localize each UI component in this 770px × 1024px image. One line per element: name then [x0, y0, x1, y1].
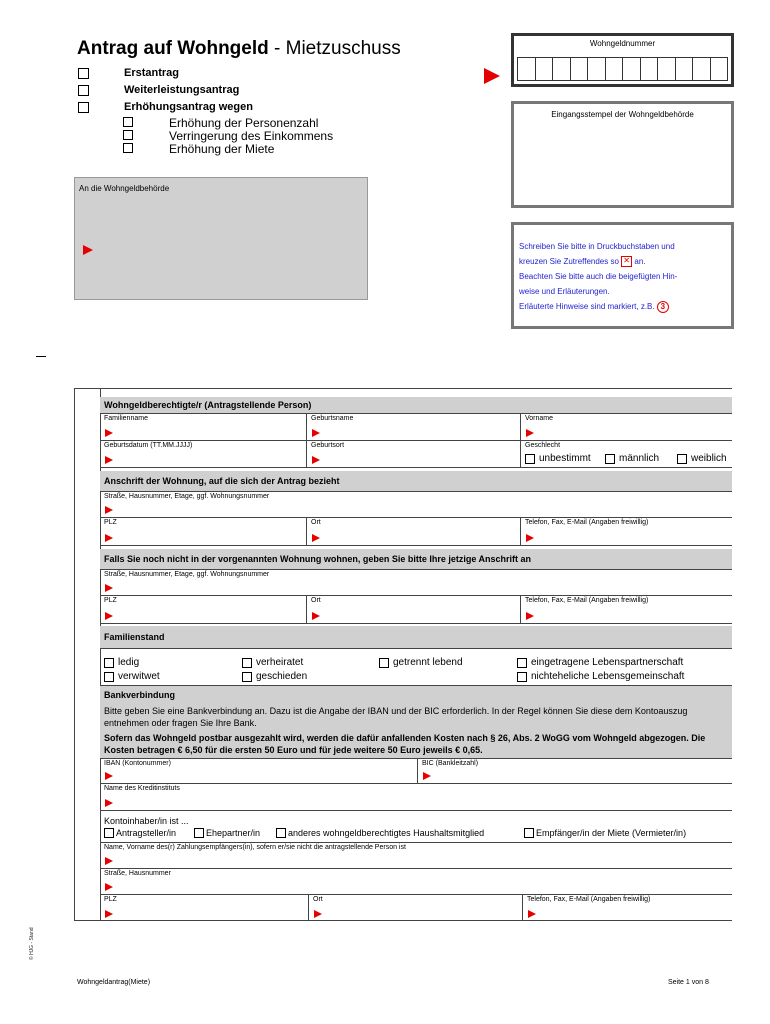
row-iban	[100, 759, 732, 784]
page-title: Antrag auf Wohngeld - Mietzuschuss	[77, 38, 401, 59]
row-birth	[100, 441, 732, 468]
checkbox[interactable]	[123, 130, 133, 140]
arrow-marker	[105, 883, 113, 891]
plz-field[interactable]: PLZ	[100, 518, 306, 545]
vorname-field[interactable]: Vorname	[520, 414, 732, 440]
geburtsname-field[interactable]: Geburtsname	[306, 414, 520, 440]
arrow-marker	[105, 584, 113, 592]
arrow-marker	[528, 910, 536, 918]
fold-mark	[36, 356, 46, 357]
empfaenger-ort-field[interactable]: Ort	[308, 895, 522, 921]
arrow-marker	[105, 857, 113, 865]
hint-marker-icon: 3	[657, 301, 669, 313]
arrow-marker	[105, 506, 113, 514]
bank-info-text: Bitte geben Sie eine Bankverbindung an. Dazu ist die Angabe der IBAN und der BIC erforderlich. In der Regel können Sie diese dem Kontoauszug entnehmen oder fragen Sie Ihre Bank.	[104, 706, 688, 728]
section-header-bank: Bankverbindung	[104, 690, 176, 700]
arrow-marker	[526, 534, 534, 542]
arrow-marker	[423, 772, 431, 780]
jetzige-telefon-field[interactable]: Telefon, Fax, E-Mail (Angaben freiwillig)	[520, 596, 732, 623]
eingangsstempel-box	[511, 101, 734, 208]
footer-page-number: Seite 1 von 8	[668, 979, 709, 986]
familienstand-verwitwet[interactable]: verwitwet	[104, 671, 160, 682]
jetzige-ort-field[interactable]: Ort	[306, 596, 520, 623]
strasse-field[interactable]: Straße, Hausnummer, Etage, ggf. Wohnungsnummer	[100, 492, 732, 517]
cross-example-icon: ✕	[621, 256, 632, 267]
checkbox[interactable]	[78, 85, 89, 96]
familienstand-getrennt[interactable]: getrennt lebend	[379, 657, 463, 668]
row-anschrift-strasse	[100, 492, 732, 518]
arrow-marker	[105, 456, 113, 464]
row-jetzige-ort	[100, 596, 732, 624]
bank-info-block	[100, 686, 732, 759]
arrow-marker	[312, 429, 320, 437]
familienstand-geschieden[interactable]: geschieden	[242, 671, 307, 682]
geburtsort-field[interactable]: Geburtsort	[306, 441, 520, 467]
checkbox[interactable]	[78, 68, 89, 79]
checkbox[interactable]	[123, 117, 133, 127]
bic-field[interactable]: BIC (Bankleitzahl)	[417, 759, 732, 783]
arrow-marker	[105, 429, 113, 437]
geschlecht-unbestimmt[interactable]: unbestimmt	[525, 453, 591, 464]
row-names	[100, 414, 732, 441]
empfaenger-telefon-field[interactable]: Telefon, Fax, E-Mail (Angaben freiwillig)	[522, 895, 732, 921]
row-kontoinhaber	[100, 811, 732, 843]
empfaenger-strasse-field[interactable]: Straße, Hausnummer	[100, 869, 732, 894]
arrow-marker	[105, 534, 113, 542]
hints-box: Schreiben Sie bitte in Druckbuchstaben und kreuzen Sie Zutreffendes so ✕ an. Beachten Sie bitte auch die beigefügten Hin- weise und Erläuterungen. Erläuterte Hinweise sind markiert, z.B. 3	[511, 222, 734, 329]
row-empfaenger-strasse	[100, 869, 732, 895]
kontoinhaber-vermieter[interactable]: Empfänger/in der Miete (Vermieter/in)	[524, 828, 686, 838]
row-familienstand	[100, 649, 732, 686]
row-jetzige-strasse	[100, 570, 732, 596]
jetzige-strasse-field[interactable]: Straße, Hausnummer, Etage, ggf. Wohnungsnummer	[100, 570, 732, 595]
jetzige-plz-field[interactable]: PLZ	[100, 596, 306, 623]
copyright-note: © HJG - Stand	[29, 927, 35, 960]
arrow-marker	[314, 910, 322, 918]
familienstand-lebenspartnerschaft[interactable]: eingetragene Lebenspartnerschaft	[517, 657, 683, 668]
section-header-berechtigte: Wohngeldberechtigte/r (Antragstellende Person)	[100, 397, 732, 414]
geburtsdatum-field[interactable]: Geburtsdatum (TT.MM.JJJJ)	[100, 441, 306, 467]
arrow-marker	[105, 772, 113, 780]
row-anschrift-ort	[100, 518, 732, 546]
bank-costs-text: Sofern das Wohngeld postbar ausgezahlt wird, werden die dafür anfallenden Kosten nach § 26, Abs. 2 WoGG vom Wohngeld abgezogen. Die Kosten betragen € 6,50 für die ersten 50 Euro und für jede weitere 50 Euro jeweils € 0,65.	[104, 733, 706, 755]
geschlecht-weiblich[interactable]: weiblich	[677, 453, 727, 464]
row-zahlungsempfaenger	[100, 843, 732, 869]
telefon-field[interactable]: Telefon, Fax, E-Mail (Angaben freiwillig)	[520, 518, 732, 545]
arrow-marker	[105, 910, 113, 918]
kontoinhaber-label: Kontoinhaber/in ist ...	[104, 816, 189, 826]
arrow-marker	[105, 612, 113, 620]
wohngeldnummer-label: Wohngeldnummer	[589, 39, 656, 48]
kreditinstitut-field[interactable]: Name des Kreditinstituts	[100, 784, 732, 810]
geschlecht-field: Geschlecht unbestimmt männlich weiblich	[520, 441, 732, 467]
section-header-jetzige-anschrift: Falls Sie noch nicht in der vorgenannten Wohnung wohnen, geben Sie bitte Ihre jetzige Anschrift an	[100, 549, 732, 570]
checkbox[interactable]	[78, 102, 89, 113]
arrow-marker	[105, 799, 113, 807]
iban-field[interactable]: IBAN (Kontonummer)	[100, 759, 417, 783]
empfaenger-plz-field[interactable]: PLZ	[100, 895, 308, 921]
kontoinhaber-antragsteller[interactable]: Antragsteller/in	[104, 828, 176, 838]
familienname-field[interactable]: Familienname	[100, 414, 306, 440]
behoerde-address-box[interactable]	[74, 177, 368, 300]
behoerde-label: An die Wohngeldbehörde	[79, 184, 170, 193]
arrow-marker	[526, 612, 534, 620]
row-kreditinstitut	[100, 784, 732, 811]
footer-form-name: Wohngeldantrag(Miete)	[77, 979, 151, 986]
arrow-marker	[526, 429, 534, 437]
arrow-marker	[312, 534, 320, 542]
zahlungsempfaenger-field[interactable]: Name, Vorname des(r) Zahlungsempfängers(in), sofern er/sie nicht die antragstellende Person ist	[100, 843, 732, 868]
familienstand-nichteheliche[interactable]: nichteheliche Lebensgemeinschaft	[517, 671, 684, 682]
arrow-marker	[312, 456, 320, 464]
arrow-marker	[312, 612, 320, 620]
checkbox[interactable]	[123, 143, 133, 153]
ort-field[interactable]: Ort	[306, 518, 520, 545]
arrow-marker	[83, 245, 93, 255]
kontoinhaber-ehepartner[interactable]: Ehepartner/in	[194, 828, 260, 838]
kontoinhaber-haushaltsmitglied[interactable]: anderes wohngeldberechtigtes Haushaltsmitglied	[276, 828, 484, 838]
section-header-familienstand: Familienstand	[100, 626, 732, 649]
wohngeldnummer-input[interactable]	[517, 57, 728, 81]
row-empfaenger-ort	[100, 895, 732, 921]
arrow-marker	[484, 68, 500, 84]
section-header-anschrift: Anschrift der Wohnung, auf die sich der Antrag bezieht	[100, 471, 732, 492]
geschlecht-maennlich[interactable]: männlich	[605, 453, 659, 464]
familienstand-ledig[interactable]: ledig	[104, 657, 139, 668]
eingangsstempel-label: Eingangsstempel der Wohngeldbehörde	[551, 110, 694, 119]
wohngeldnummer-box	[511, 33, 734, 87]
familienstand-verheiratet[interactable]: verheiratet	[242, 657, 303, 668]
